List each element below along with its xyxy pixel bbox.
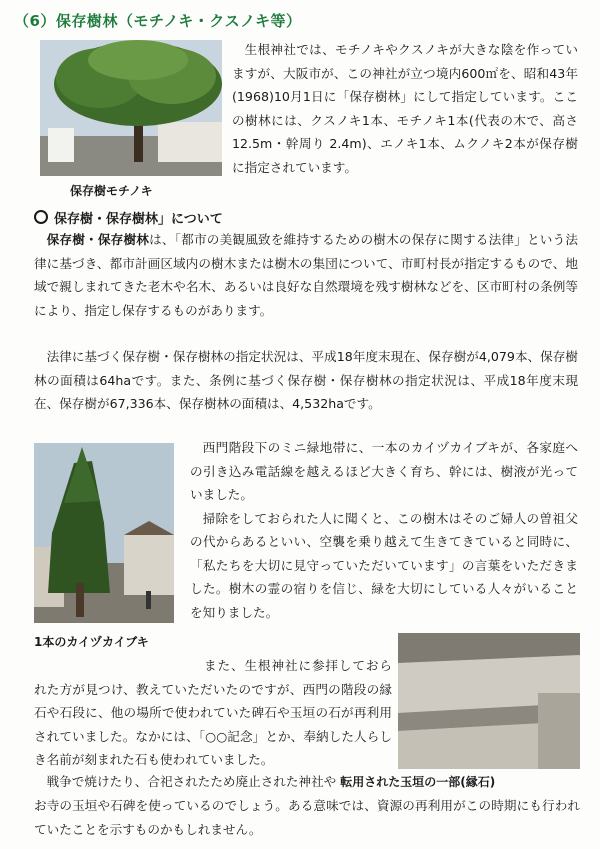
definition-text: は、「都市の美観風致を維持するための樹木の保存に関する法律」という法律に基づき、都市計画区域内の樹木または樹木の集団について、市町村長が指定するもので、地域で親しまれてきた老木や名木、あるいは良好な自然環境を残す樹林などを、区市町村の条例等により、指定し保存するものがあります。 bbox=[34, 232, 579, 318]
photo3-caption: 転用された玉垣の一部(縁石) bbox=[340, 775, 496, 789]
intro-paragraph: 生根神社では、モチノキやクスノキが大きな陰を作っていますが、大阪市が、この神社が立つ境内600㎡を、昭和43年(1968)10月1日に「保存樹林」にして指定しています。ここの樹林には、クスノキ1本、モチノキ1本(代表の木で、高さ 12.5m・幹周り 2.4m)、エノキ1本、ムクノキ2本が保存樹に指定されています。 bbox=[232, 42, 578, 175]
photo1-caption: 保存樹モチノキ bbox=[70, 184, 153, 198]
stones-paragraph-head-text: また、生根神社に参拝しておられた方が見つけ、教えていただいたのですが、西門の階段の縁石や石段に、他の場所で使われていた碑石や玉垣の石が再利用されていました。なかには、「○○記念」とか、奉納した人らしき名前が刻まれた石も使われていました。 bbox=[34, 658, 392, 767]
kaizuka-paragraph-2: 掃除をしておられた人に聞くと、この樹木はそのご婦人の曽祖父の代からあるといい、空襲を乗り越えて生きてきていると同時に、「私たちを大切に見守っていただいています」の言葉をいただきました。樹木の霊の宿りを信じ、緑を大切にしている人々がいることを知りました。 bbox=[190, 510, 578, 620]
definition-paragraph bbox=[34, 228, 578, 322]
photo2-caption: 1本のカイヅカイブキ bbox=[34, 635, 149, 649]
photo-kaizuka-ibuki bbox=[34, 443, 174, 623]
stones-tail-line bbox=[34, 770, 580, 795]
subheading bbox=[34, 208, 223, 227]
definition-term: 保存樹・保存樹林 bbox=[46, 232, 150, 247]
stones-tail-1: 戦争で焼けたり、合祀されたため廃止された神社や bbox=[46, 774, 337, 789]
circle-icon bbox=[34, 210, 48, 224]
stones-paragraph-tail: お寺の玉垣や石碑を使っているのでしょう。ある意味では、資源の再利用がこの時期にも行われていたことを示すものかもしれません。 bbox=[34, 798, 580, 837]
photo-reused-stones bbox=[398, 633, 580, 769]
stones-paragraph-head bbox=[34, 654, 392, 772]
kaizuka-paragraphs bbox=[190, 436, 578, 624]
statistics-paragraph: 法律に基づく保存樹・保存樹林の指定状況は、平成18年度末現在、保存樹が4,079本、保存樹林の面積は64haです。また、条例に基づく保存樹・保存樹林の指定状況は、平成18年度末現在、保存樹が67,336本、保存樹林の面積は、4,532haです。 bbox=[34, 349, 578, 411]
section-title: （6）保存樹林（モチノキ・クスノキ等） bbox=[14, 12, 302, 30]
photo-mochinoki-tree bbox=[40, 40, 222, 176]
kaizuka-paragraph-1: 西門階段下のミニ緑地帯に、一本のカイヅカイブキが、各家庭への引き込み電話線を越えるほど大きく育ち、幹には、樹液が光っていました。 bbox=[190, 440, 578, 502]
subheading-text: 保存樹・保存樹林」について bbox=[54, 212, 223, 227]
